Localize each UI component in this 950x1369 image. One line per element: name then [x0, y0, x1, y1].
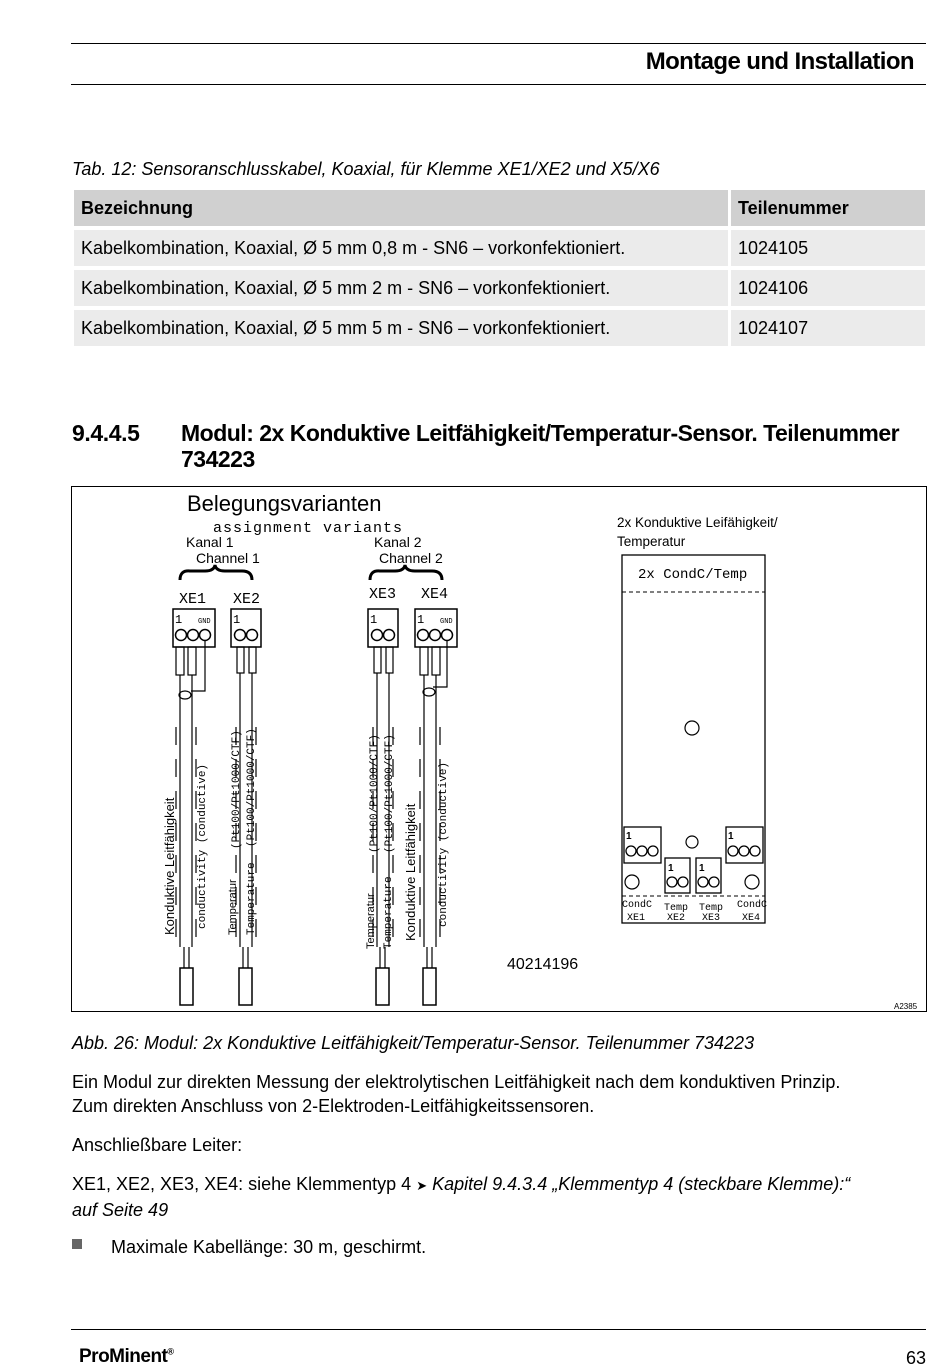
cond-label-de-xe1: Konduktive Leitfähigkeit: [162, 797, 177, 935]
board-label: Temp: [664, 903, 689, 914]
channel2-label-en: Channel 2: [379, 550, 443, 566]
chapter-link[interactable]: Kapitel 9.4.3.4 „Klemmentyp 4 (steckbare Klemme):“: [432, 1174, 851, 1194]
sensor-probe-xe3: [376, 968, 389, 1005]
sensor-probe-xe4: [423, 968, 436, 1005]
temp-spec-xe2-b: (Pt100/Pt1000/CTF): [246, 728, 258, 847]
pin-icon: [200, 630, 211, 641]
footer-rule: [71, 1329, 926, 1330]
channel1-label-de: Kanal 1: [186, 534, 234, 550]
mount-hole-icon: [625, 875, 639, 889]
figure-caption: Abb. 26: Modul: 2x Konduktive Leitfähigkeit/Temperatur-Sensor. Teilenummer 734223: [72, 1033, 755, 1053]
bullet-square-icon: [72, 1239, 82, 1249]
section-title: Modul: 2x Konduktive Leitfähigkeit/Temperatur-Sensor. Teilenummer 734223: [181, 420, 900, 472]
pin-number-label: 1: [626, 831, 632, 842]
channel2-brace: [370, 565, 442, 580]
board-heading-line2: Temperatur: [617, 534, 686, 549]
table-caption: Tab. 12: Sensoranschlusskabel, Koaxial, für Klemme XE1/XE2 und X5/X6: [72, 159, 660, 179]
terminal-label-xe2: XE2: [233, 591, 261, 608]
table-row: [74, 230, 925, 266]
logo-mark: ®: [167, 1346, 174, 1357]
wiring-figure: [71, 486, 927, 1012]
board-label: CondC: [737, 900, 768, 911]
pin-icon: [176, 630, 187, 641]
pin-number-label: 1: [175, 613, 183, 627]
paragraph-1-line-2: Zum direkten Anschluss von 2-Elektroden-Leitfähigkeitssensoren.: [72, 1096, 595, 1116]
figure-ref: A2385: [894, 1002, 918, 1011]
drawing-number: 40214196: [507, 956, 579, 973]
pin-icon: [188, 630, 199, 641]
pin-number-label: 1: [668, 863, 674, 874]
section-number: 9.4.4.5: [72, 420, 140, 446]
board-label: Temp: [699, 903, 724, 914]
board-label: CondC: [622, 900, 653, 911]
terminal-label-xe3: XE3: [369, 586, 397, 603]
terminal-reference-text: XE1, XE2, XE3, XE4: siehe Klemmentyp 4: [72, 1174, 412, 1194]
link-arrow-icon: ➤: [416, 1178, 428, 1193]
page-number: 63: [905, 1348, 926, 1368]
table-cell-part-number: 1024106: [731, 270, 925, 306]
pin-icon: [384, 630, 395, 641]
sensor-probe-xe1: [180, 968, 193, 1005]
cond-label-en-xe1: conductivity (conductive): [197, 763, 209, 929]
figure-subtitle: assignment variants: [213, 520, 404, 537]
table-row: [74, 270, 925, 306]
table-row: [74, 310, 925, 346]
wiring-diagram: [72, 487, 928, 1013]
terminal-label-xe1: XE1: [179, 591, 207, 608]
column-header-part-number: Teilenummer: [731, 190, 925, 226]
pin-number-label: 1: [699, 863, 705, 874]
pin-icon: [247, 630, 258, 641]
board-heading-line1: 2x Konduktive Leifähigkeit/: [617, 515, 778, 530]
sensor-probe-xe2: [239, 968, 252, 1005]
column-header-description: Bezeichnung: [74, 190, 728, 226]
page-header-title: Montage und Installation: [645, 48, 914, 75]
table-cell-description: Kabelkombination, Koaxial, Ø 5 mm 0,8 m - SN6 – vorkonfektioniert.: [74, 230, 728, 266]
mount-hole-icon: [685, 721, 699, 735]
pin-icon: [442, 630, 453, 641]
table-cell-part-number: 1024105: [731, 230, 925, 266]
mount-hole-icon: [686, 836, 698, 848]
bullet-text: Maximale Kabellänge: 30 m, geschirmt.: [111, 1237, 427, 1257]
paragraph-1-line-1: Ein Modul zur direkten Messung der elektrolytischen Leitfähigkeit nach dem konduktiven Prinzip.: [72, 1072, 841, 1092]
board-label: XE2: [667, 913, 686, 924]
temp-spec-xe2-a: (Pt100/Pt1000/CTF): [231, 730, 243, 849]
table-cell-part-number: 1024107: [731, 310, 925, 346]
temp-spec-xe3-a: (Pt100/Pt1000/CTF): [369, 734, 381, 853]
pin-icon: [235, 630, 246, 641]
temp-label-en-xe3: Temperature: [383, 876, 395, 949]
board-label: XE1: [627, 913, 646, 924]
mount-hole-icon: [745, 875, 759, 889]
table-header-row: [74, 190, 925, 226]
channel2-label-de: Kanal 2: [374, 534, 422, 550]
gnd-label: GND: [440, 618, 453, 626]
temp-label-en-xe2: Temperature: [246, 862, 258, 935]
terminal-label-xe4: XE4: [421, 586, 449, 603]
logo-text: ProMinent: [79, 1346, 168, 1367]
table-cell-description: Kabelkombination, Koaxial, Ø 5 mm 5 m - SN6 – vorkonfektioniert.: [74, 310, 728, 346]
cond-label-de-xe4: Konduktive Leitfähigkeit: [403, 803, 418, 941]
pin-number-label: 1: [233, 613, 241, 627]
board-label: XE4: [742, 913, 761, 924]
module-board: [622, 555, 768, 923]
gnd-label: GND: [198, 618, 211, 626]
paragraph-2: Anschließbare Leiter:: [72, 1135, 243, 1155]
pin-icon: [430, 630, 441, 641]
channel1-brace: [180, 565, 252, 580]
temp-label-de-xe3: Temperatur: [365, 893, 377, 949]
pin-icon: [372, 630, 383, 641]
pin-number-label: 1: [370, 613, 378, 627]
pin-icon: [418, 630, 429, 641]
temp-spec-xe3-b: (Pt100/Pt1000/CTF): [384, 734, 396, 853]
board-label: XE3: [702, 913, 721, 924]
temp-label-de-xe2: Temperatur: [227, 879, 239, 935]
paragraph-1: [72, 1070, 840, 1118]
prominent-logo: [79, 1346, 174, 1368]
pin-number-label: 1: [728, 831, 734, 842]
figure-title: Belegungsvarianten: [187, 491, 382, 516]
board-title: 2x CondC/Temp: [638, 567, 748, 583]
header-bottom-rule: [71, 84, 926, 85]
table-cell-description: Kabelkombination, Koaxial, Ø 5 mm 2 m - SN6 – vorkonfektioniert.: [74, 270, 728, 306]
channel1-label-en: Channel 1: [196, 550, 260, 566]
paragraph-3: [72, 1172, 922, 1222]
chapter-link-page[interactable]: auf Seite 49: [72, 1200, 169, 1220]
parts-table: [71, 186, 928, 350]
cond-label-en-xe4: conductivity (conductive): [438, 761, 450, 927]
pin-number-label: 1: [417, 613, 425, 627]
header-top-rule: [71, 43, 926, 44]
